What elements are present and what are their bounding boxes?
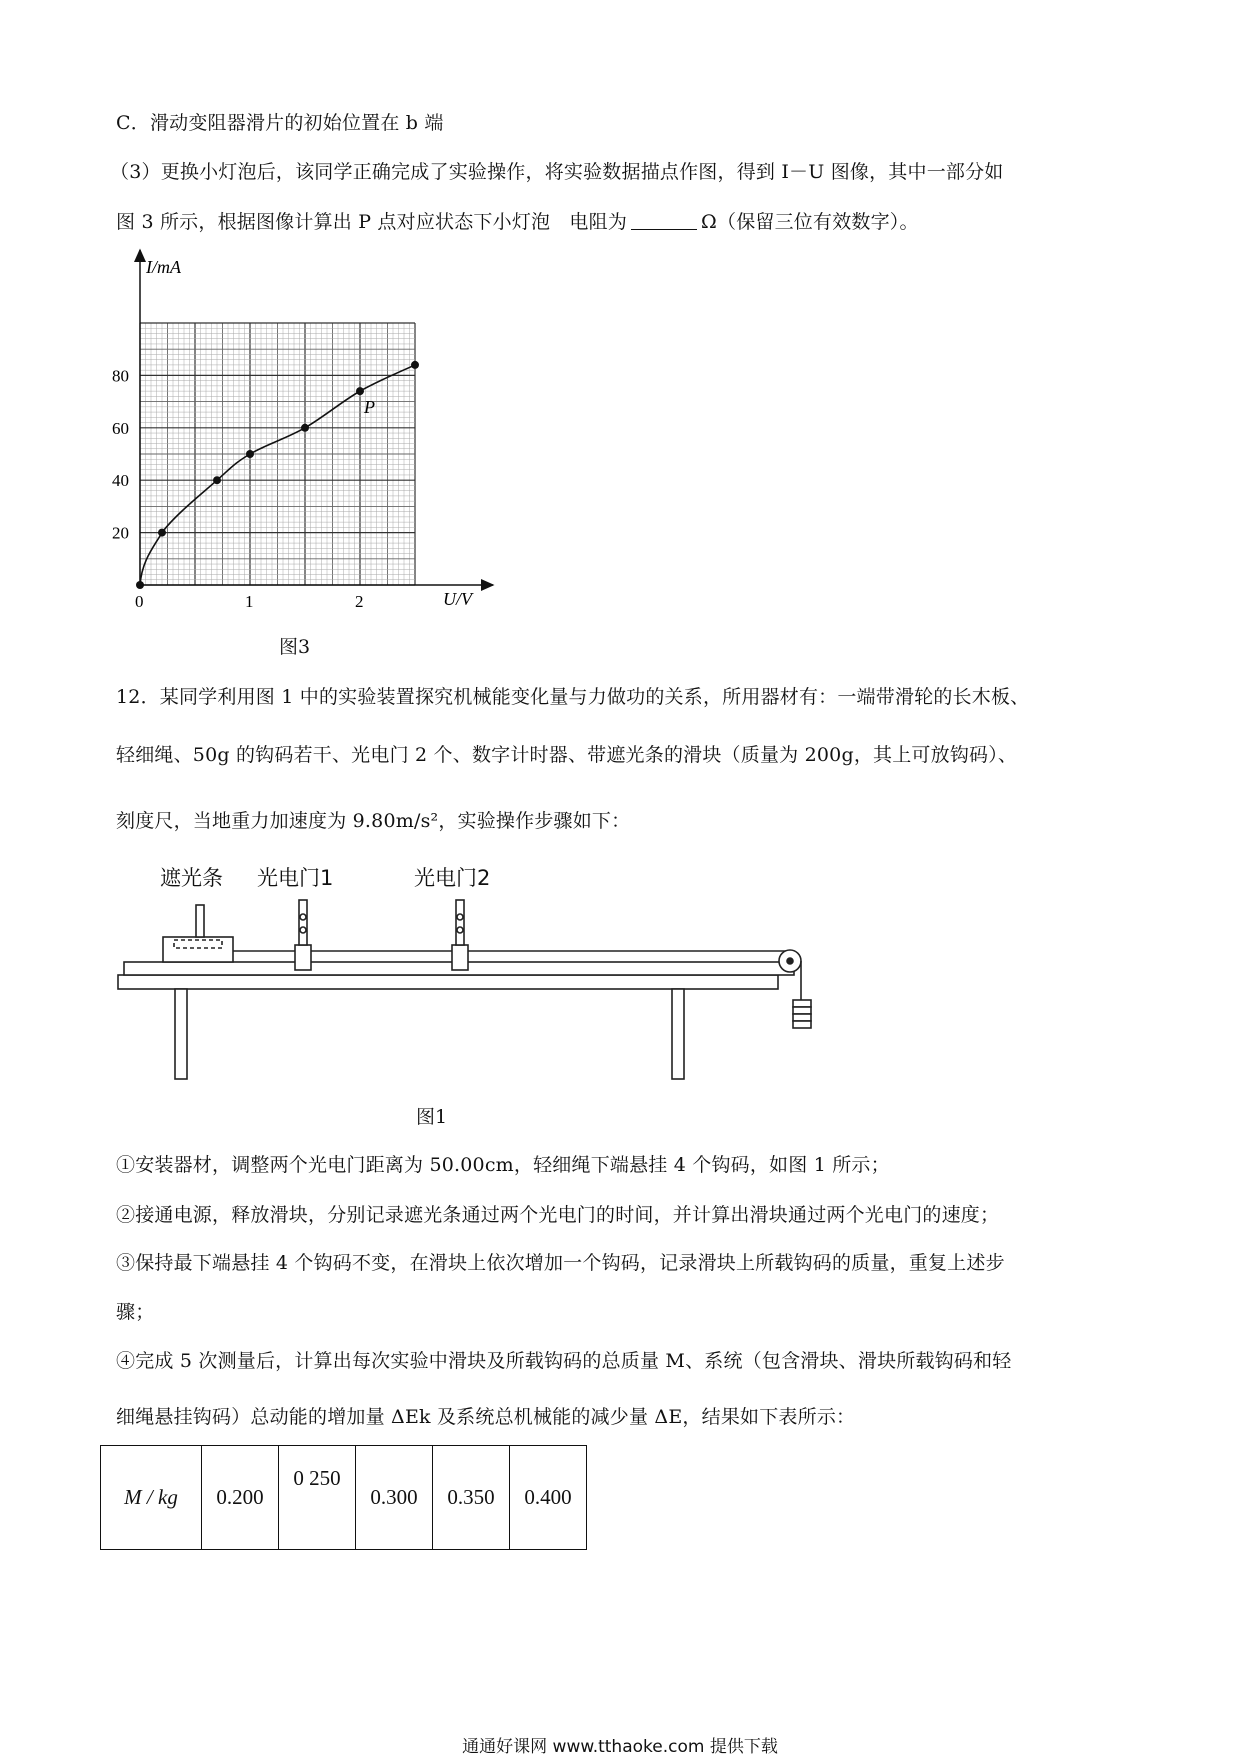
results-table (100, 1445, 587, 1550)
fig1-caption: 图1 (416, 1106, 448, 1128)
x-tick-label: 0 (135, 592, 144, 611)
shade-strip (196, 905, 204, 937)
q3-line1: （3）更换小灯泡后，该同学正确完成了实验操作，将实验数据描点作图，得到 I－U 图像，其中一部分如 (110, 161, 1004, 183)
hook-weight-3 (793, 1014, 811, 1021)
photogate-1 (295, 945, 311, 970)
table-cell: 0.350 (433, 1446, 510, 1550)
label-shade-strip: 遮光条 (160, 866, 223, 890)
step-4a: ④完成 5 次测量后，计算出每次实验中滑块及所载钩码的总质量 M、系统（包含滑块、滑块所载钩码和轻 (116, 1350, 1012, 1372)
label-gate1: 光电门1 (257, 866, 334, 890)
footer: 通通好课网 www.tthaoke.com 提供下载 (462, 1737, 778, 1757)
table-row (101, 1446, 587, 1550)
q3-line2 (116, 207, 919, 234)
answer-blank (631, 211, 697, 230)
q12-line1: 12．某同学利用图 1 中的实验装置探究机械能变化量与力做功的关系，所用器材有：一端带滑轮的长木板、 (116, 686, 1030, 708)
y-tick-label: 80 (112, 366, 129, 386)
table-cell: 0.200 (202, 1446, 279, 1550)
x-tick-label: 2 (355, 592, 364, 611)
table-cell: 0 250 (279, 1446, 356, 1550)
q3-line2-text: 图 3 所示，根据图像计算出 P 点对应状态下小灯泡 电阻为 (116, 211, 628, 233)
data-point (411, 361, 419, 369)
step-4b: 细绳悬挂钩码）总动能的增加量 ΔEk 及系统总机械能的减少量 ΔE，结果如下表所示： (116, 1406, 856, 1428)
table-header-m: M / kg (101, 1446, 202, 1550)
apparatus-diagram (110, 895, 830, 1095)
table-leg-right (672, 989, 684, 1079)
table-top (118, 975, 778, 989)
q12-line3: 刻度尺，当地重力加速度为 9.80m/s²，实验操作步骤如下： (116, 810, 631, 832)
data-point (158, 529, 166, 537)
data-point (246, 450, 254, 458)
option-c: C．滑动变阻器滑片的初始位置在 b 端 (116, 112, 444, 134)
step-3b: 骤； (116, 1301, 155, 1323)
q3-line2-tail: Ω（保留三位有效数字）。 (701, 211, 919, 233)
step-2: ②接通电源，释放滑块，分别记录遮光条通过两个光电门的时间，并计算出滑块通过两个光电门的速度； (116, 1204, 1000, 1226)
y-tick-label: 40 (112, 471, 129, 491)
iu-chart (110, 245, 510, 625)
data-point (356, 387, 364, 395)
y-tick-label: 20 (112, 523, 129, 543)
hook-weight-1 (793, 1000, 811, 1007)
q12-line2: 轻细绳、50g 的钩码若干、光电门 2 个、数字计时器、带遮光条的滑块（质量为 200g，其上可放钩码）、 (116, 744, 1018, 766)
y-tick-label: 60 (112, 418, 129, 438)
step-1: ①安装器材，调整两个光电门距离为 50.00cm，轻细绳下端悬挂 4 个钩码，如图 1 所示； (116, 1154, 890, 1176)
table-cell: 0.300 (356, 1446, 433, 1550)
x-axis-label: U/V (443, 589, 472, 609)
data-point (301, 424, 309, 432)
label-gate2: 光电门2 (414, 866, 491, 890)
step-3a: ③保持最下端悬挂 4 个钩码不变，在滑块上依次增加一个钩码，记录滑块上所载钩码的质量，重复上述步 (116, 1252, 1005, 1274)
data-point (213, 476, 221, 484)
x-tick-label: 1 (245, 592, 254, 611)
hook-weight-4 (793, 1021, 811, 1028)
y-axis-label: I/mA (146, 257, 181, 277)
table-cell: 0.400 (510, 1446, 587, 1550)
point-p-label: P (364, 397, 375, 418)
hook-weight-2 (793, 1007, 811, 1014)
fig3-caption: 图3 (279, 636, 311, 658)
data-point (136, 581, 144, 589)
photogate-2 (452, 945, 468, 970)
table-leg-left (175, 989, 187, 1079)
